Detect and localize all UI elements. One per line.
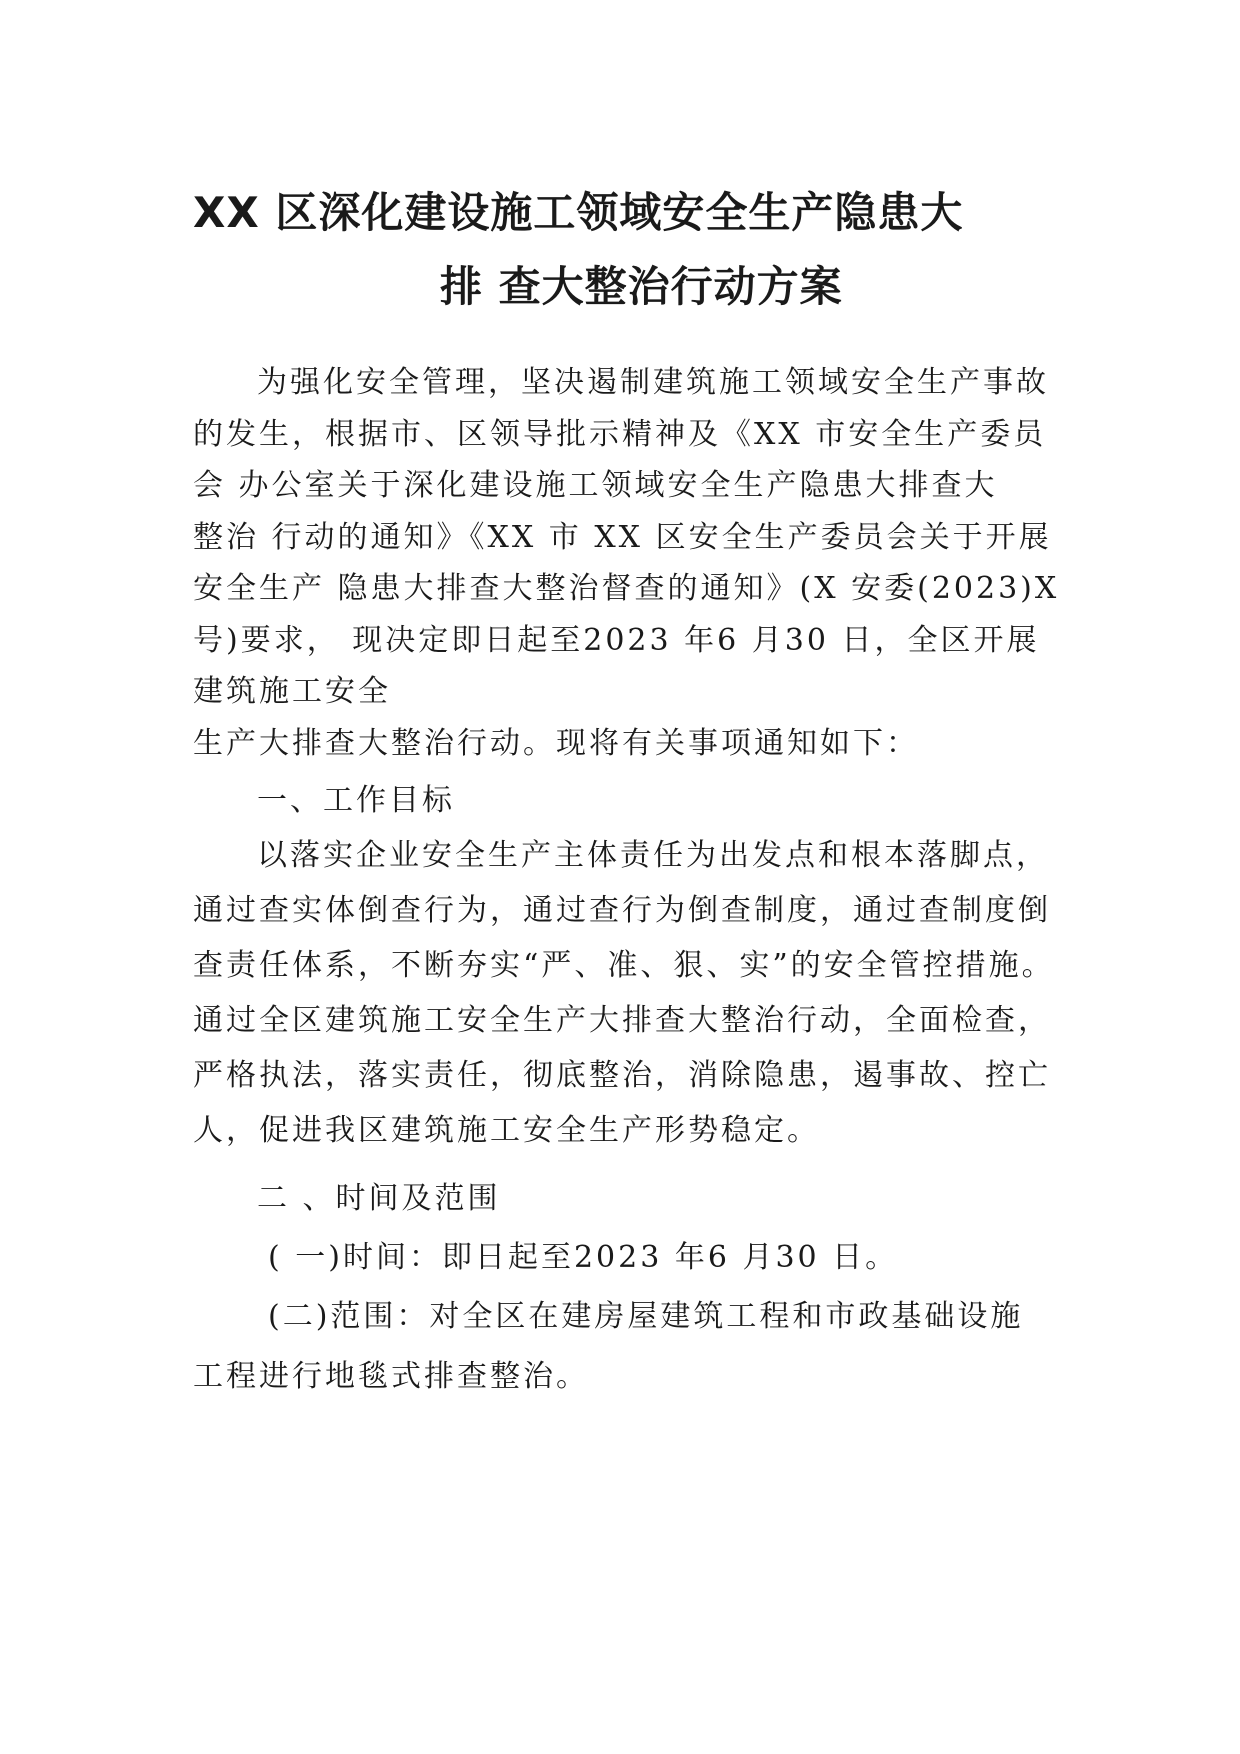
paragraph-2-line: 人，促进我区建筑施工安全生产形势稳定。 — [193, 1113, 820, 1148]
paragraph-1-line: 号)要求， 现决定即日起至2023 年6 月30 日，全区开展 — [193, 623, 1040, 658]
paragraph-1-line: 安全生产 隐患大排查大整治督查的通知》(X 安委(2023)X — [193, 571, 1060, 606]
scope-item: (二)范围：对全区在建房屋建筑工程和市政基础设施 — [268, 1299, 1024, 1334]
paragraph-2-line: 查责任体系，不断夯实“严、准、狠、实”的安全管控措施。 — [193, 948, 1055, 983]
paragraph-2-line: 以落实企业安全生产主体责任为出发点和根本落脚点， — [257, 838, 1049, 873]
section-heading-2: 二 、时间及范围 — [257, 1181, 501, 1216]
time-item: ( 一)时间：即日起至2023 年6 月30 日。 — [268, 1240, 899, 1275]
paragraph-1-line: 为强化安全管理，坚决遏制建筑施工领域安全生产事故 — [257, 365, 1049, 400]
paragraph-1-line: 的发生，根据市、区领导批示精神及《XX 市安全生产委员 — [193, 417, 1047, 452]
paragraph-2-line: 严格执法，落实责任，彻底整治，消除隐患，遏事故、控亡 — [193, 1058, 1051, 1093]
document-page: XX 区深化建设施工领域安全生产隐患大 排 查大整治行动方案 为强化安全管理，坚决遏制建筑施工领域安全生产事故 的发生，根据市、区领导批示精神及《XX 市安全生产委员 会 办公室关于深化建设施工领域安全生产隐患大排查大 整治 行动的通知》《XX 市 XX 区安全生产委员会关于开展 安全生产 隐患大排查大整治督查的通知》(X 安委(2023)X 号)要求， 现决定即日起至2023 年6 月30 日，全区开展 建筑施工安全 生产大排查大整治行动。现将有关事项通知如下： 一、工作目标 以落实企业安全生产主体责任为出发点和根本落脚点， 通过查实体倒查行为，通过查行为倒查制度，通过查制度倒 查责任体系，不断夯实“严、准、狠、实”的安全管控措施。 通过全区建筑施工安全生产大排查大整治行动，全面检查， 严格执法，落实责任，彻底整治，消除隐患，遏事故、控亡 人，促进我区建筑施工安全生产形势稳定。 二 、时间及范围 ( 一)时间：即日起至2023 年6 月30 日。 (二)范围：对全区在建房屋建筑工程和市政基础设施 工程进行地毯式排查整治。 — [0, 0, 1240, 1754]
paragraph-2-line: 通过查实体倒查行为，通过查行为倒查制度，通过查制度倒 — [193, 893, 1051, 928]
scope-item-continued: 工程进行地毯式排查整治。 — [193, 1359, 589, 1394]
paragraph-2-line: 通过全区建筑施工安全生产大排查大整治行动，全面检查， — [193, 1003, 1051, 1038]
paragraph-1-line: 生产大排查大整治行动。现将有关事项通知如下： — [193, 726, 919, 761]
paragraph-1-line: 会 办公室关于深化建设施工领域安全生产隐患大排查大 — [193, 468, 998, 503]
paragraph-1-line: 建筑施工安全 — [193, 674, 391, 709]
paragraph-1-line: 整治 行动的通知》《XX 市 XX 区安全生产委员会关于开展 — [193, 520, 1052, 555]
section-heading-1: 一、工作目标 — [257, 783, 455, 818]
